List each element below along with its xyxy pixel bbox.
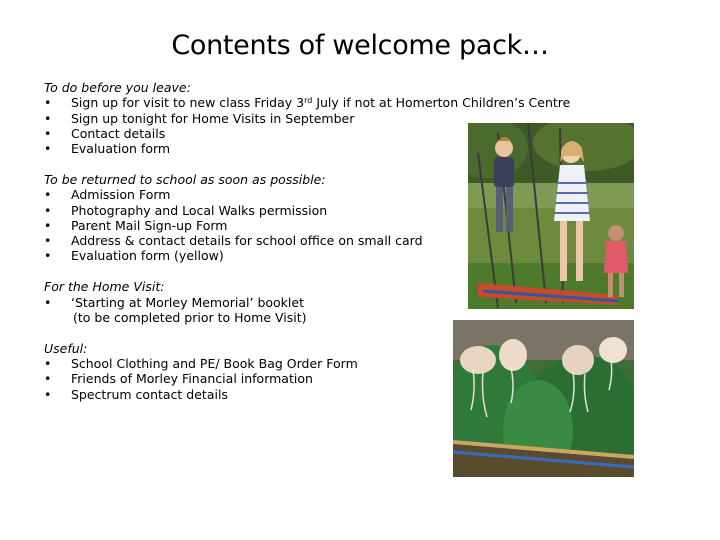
playground-rope-climbing-photo <box>468 123 634 309</box>
list-item: • Evaluation form <box>44 141 171 157</box>
bullet: • <box>44 95 52 111</box>
bullet: • <box>44 371 52 387</box>
section-heading: For the Home Visit: <box>44 279 165 295</box>
bullet: • <box>44 233 52 249</box>
bullet: • <box>44 110 52 126</box>
bullet: • <box>44 294 52 310</box>
list-item: • Photography and Local Walks permission <box>44 202 328 218</box>
bullet: • <box>44 187 52 203</box>
list-item: • Parent Mail Sign-up Form <box>44 217 228 233</box>
bullet: • <box>44 125 52 141</box>
list-item: • School Clothing and PE/ Book Bag Order Form <box>44 355 358 371</box>
bullet: • <box>44 248 52 264</box>
list-item: • Admission Form <box>44 187 171 203</box>
list-item: • ‘Starting at Morley Memorial’ booklet <box>44 294 304 310</box>
bullet: • <box>44 217 52 233</box>
list-item: • Spectrum contact details <box>44 386 228 402</box>
section-heading: Useful: <box>44 340 88 356</box>
section-heading: To do before you leave: <box>44 80 191 95</box>
bullet: • <box>44 141 52 157</box>
bullet: • <box>44 202 52 218</box>
section-heading: To be returned to school as soon as possible: <box>44 171 326 187</box>
list-item: • Address & contact details for school office on small card <box>44 233 423 249</box>
messy-play-aprons-photo <box>453 320 634 477</box>
list-item: • Contact details <box>44 125 166 141</box>
bullet: • <box>44 386 52 402</box>
bullet: • <box>44 355 52 371</box>
list-item: • Sign up for visit to new class Friday 3rd July if not at Homerton Children’s Centre <box>44 95 571 111</box>
slide-title: Contents of welcome pack… <box>171 30 549 61</box>
list-item-continuation: (to be completed prior to Home Visit) <box>73 309 307 325</box>
list-item: • Evaluation form (yellow) <box>44 248 224 264</box>
list-item: • Sign up tonight for Home Visits in September <box>44 110 355 126</box>
list-item: • Friends of Morley Financial information <box>44 371 313 387</box>
